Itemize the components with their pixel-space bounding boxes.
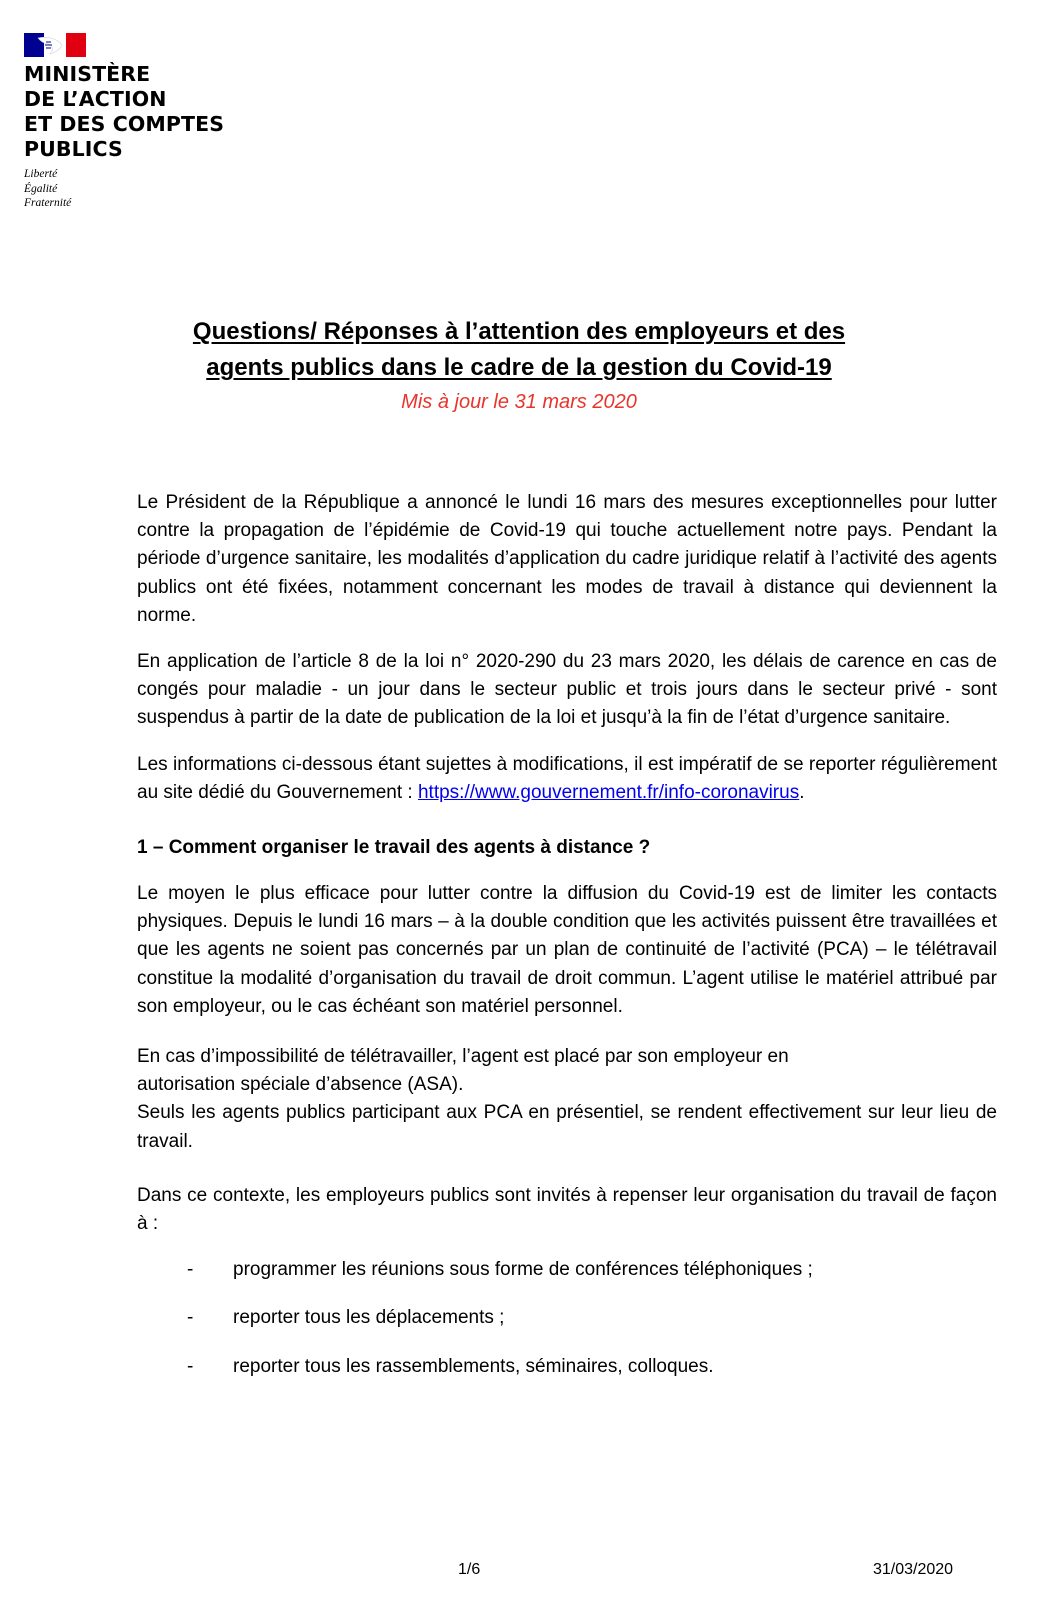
ministry-line: DE L’ACTION bbox=[24, 87, 167, 111]
section-paragraph: Dans ce contexte, les employeurs publics sont invités à repenser leur organisation du travail de façon à : bbox=[137, 1184, 997, 1235]
footer-date: 31/03/2020 bbox=[873, 1561, 954, 1578]
ministry-name bbox=[24, 62, 284, 162]
list-item-text: programmer les réunions sous forme de conférences téléphoniques ; bbox=[233, 1259, 813, 1281]
list-item-text: reporter tous les déplacements ; bbox=[233, 1307, 505, 1329]
ministry-line: ET DES COMPTES bbox=[24, 112, 225, 136]
motto-line: Fraternité bbox=[24, 197, 72, 209]
intro-paragraph-with-link bbox=[137, 751, 997, 807]
list-item bbox=[137, 1304, 997, 1332]
republic-motto bbox=[24, 167, 284, 211]
list-item bbox=[137, 1353, 997, 1381]
list-item-text: reporter tous les rassemblements, séminaires, colloques. bbox=[233, 1355, 714, 1377]
ministry-line: PUBLICS bbox=[24, 137, 123, 161]
period: . bbox=[799, 781, 805, 803]
section-paragraph bbox=[137, 1043, 997, 1099]
motto-line: Égalité bbox=[24, 182, 58, 195]
page-number: 1/6 bbox=[458, 1561, 481, 1578]
document-title-line-1: Questions/ Réponses à l’attention des employeurs et des bbox=[192, 318, 846, 345]
marianne-logo bbox=[24, 33, 86, 57]
ministry-header bbox=[24, 33, 284, 211]
intro-paragraph: En application de l’article 8 de la loi n° 2020-290 du 23 mars 2020, les délais de carence en cas de congés pour maladie - un jour dans le secteur public et trois jours dans le secteur privé - sont suspendus à partir de la date de publication de la loi et jusqu’à la fin de l’état d’urgence sanitaire. bbox=[137, 651, 997, 729]
section-heading: 1 – Comment organiser le travail des agents à distance ? bbox=[137, 837, 651, 859]
text-line: autorisation spéciale d’absence (ASA). bbox=[137, 1074, 464, 1096]
bullet-dash: - bbox=[187, 1307, 194, 1329]
bullet-dash: - bbox=[187, 1355, 194, 1377]
motto-line: Liberté bbox=[24, 168, 58, 180]
ministry-line: MINISTÈRE bbox=[24, 62, 151, 86]
intro-text: Les informations ci-dessous étant sujettes à modifications, il est impératif de se reporter régulièrement au site dédié du Gouvernement : bbox=[137, 753, 997, 803]
section-paragraph: Seuls les agents publics participant aux PCA en présentiel, se rendent effectivement sur leur lieu de travail. bbox=[137, 1102, 997, 1152]
text-line: En cas d’impossibilité de télétravailler, l’agent est placé par son employeur en bbox=[137, 1046, 789, 1068]
measures-list bbox=[137, 1256, 997, 1381]
document-body bbox=[137, 489, 997, 1401]
section-paragraph: Le moyen le plus efficace pour lutter contre la diffusion du Covid-19 est de limiter les contacts physiques. Depuis le lundi 16 mars – à la double condition que les activités puissent être travaillées et que les agents ne soient pas concernés par un plan de continuité de l’activité (PCA) – le télétravail constitue la modalité d’organisation du travail de droit commun. L’agent utilise le matériel attribué par son employeur, ou le cas échéant son matériel personnel. bbox=[137, 883, 997, 1017]
government-info-link[interactable]: https://www.gouvernement.fr/info-coronavirus bbox=[417, 781, 800, 803]
list-item bbox=[137, 1256, 997, 1284]
intro-paragraph: Le Président de la République a annoncé le lundi 16 mars des mesures exceptionnelles pour lutter contre la propagation de l’épidémie de Covid-19 qui touche actuellement notre pays. Pendant la période d’urgence sanitaire, les modalités d’application du cadre juridique relatif à l’activité des agents publics ont été fixées, notamment concernant les modes de travail à distance qui deviennent la norme. bbox=[137, 492, 997, 626]
update-date: Mis à jour le 31 mars 2020 bbox=[401, 391, 637, 413]
document-title-line-2: agents publics dans le cadre de la gestion du Covid-19 bbox=[206, 354, 832, 381]
bullet-dash: - bbox=[187, 1259, 194, 1281]
document-title-block bbox=[0, 314, 1038, 417]
